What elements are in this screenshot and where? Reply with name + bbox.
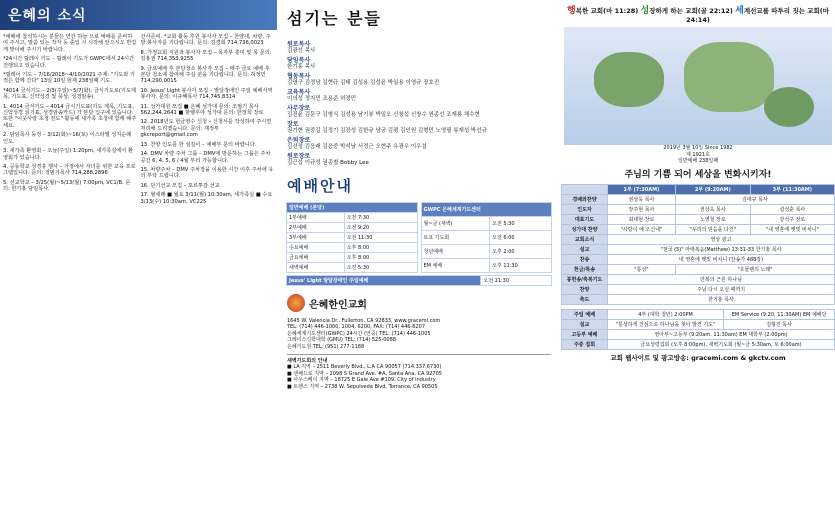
news-item: 4. 공동학교 성경휴 행사 – 가정에서 자녀를 위한 교육 프로그램입니다. 문의: 정범기목사 714,288,2896 [3, 163, 136, 177]
leader-names: 김선정 김응래 김응중 박석남 서정근 오현주 유광우 이우섭 [287, 144, 427, 150]
table-row [562, 204, 835, 214]
world-map-image [564, 27, 832, 145]
mission-line: ■ 토렌스 지역 – 2738 W. Sepulveda Blvd, Torrance, CA 90505 [287, 383, 438, 390]
row-label: 주중 집회 [562, 339, 608, 349]
news-item: *예배에 참석하시는 분들은 연간 하늘 으로 예배를 준비하여 주시고, 말씀 있는 작자 등 출입 시 시작해 앞으시오 반갑게 맞이해 주시기 바랍니다. [3, 34, 137, 53]
missions-block [287, 354, 551, 390]
worship-head: 일반예배 (본당) [287, 203, 418, 213]
table-row [562, 309, 835, 319]
table-row [287, 243, 418, 253]
news-banner: 은혜의 소식 [0, 0, 277, 30]
row-label: 주일 예배 [562, 309, 608, 319]
gwpc-table [421, 202, 553, 273]
address-block [283, 318, 555, 350]
row-cell: 설성훈 목사 [750, 204, 834, 214]
mission-line: ■ 사우스베이 지역 – 18725 E Gale Ave #109, City of Industry [287, 377, 436, 384]
news-item: 10. Jesus' Light 봉사자 모집 – 발달장애인 주일 예배사역 봉사자. 문의: 이규혜목사 714,745,8314 [140, 87, 273, 101]
service-time: 오전 6:00 [490, 231, 552, 245]
row-cell: 강석구 장로 [750, 214, 834, 224]
leader-names: 이의성 정지민 조용준 허정민 [287, 96, 357, 102]
row-cell: 금요성령집회 (오후 8:00pm), 새벽기도회 (월~금 5:30am, 토 6:00am) [608, 339, 835, 349]
leader-heading: 협동목사 [287, 73, 311, 80]
service-time: 오전 5:30 [344, 263, 417, 273]
row-label: 교회소식 [562, 234, 608, 244]
row-label: 찬양 [562, 284, 608, 294]
service-time: 오후 8:00 [344, 243, 417, 253]
leaders-list [283, 41, 555, 167]
service-name: 금요예배 [287, 253, 345, 263]
slogan-a: 행 [567, 6, 576, 16]
row-cell: "내 영혼에 햇빛 비치니" [750, 224, 834, 234]
news-item: 8. 가정교회 지원과 봉사자 모집 – 목자부 흥미 및 목 문의: 김홍권 714,353,9255 [140, 49, 272, 63]
service-time: 오후 2:00 [490, 245, 552, 259]
table-row [562, 234, 835, 244]
news-item: 15. 차량주차 – DMV 주차장을 이용한 시간 이후 주차에 유의 부탁 드립니다. [140, 166, 274, 180]
service-name: EM 예배 [421, 259, 490, 273]
table-row [562, 214, 835, 224]
row-cell: 노영철 장로 [675, 214, 750, 224]
service-time: 오전 5:30 [490, 217, 552, 231]
row-label: 고등부 예배 [562, 329, 608, 339]
page-bulletin [561, 0, 835, 507]
row-cell: 영아부~고등부 (9:20am, 11:30am) EM 대학부 (2:00pm) [608, 329, 835, 339]
service-name: 2부예배 [287, 223, 345, 233]
slogan-a-text: 복한 교회(마 11:28) [575, 7, 639, 15]
jesus-table [286, 275, 552, 286]
row-cell: "천국 (5)" 마태복음(Matthew) 13:31-33 한기홍 목사 [608, 244, 835, 254]
service-1-head: 1부 (7:30AM) [608, 184, 676, 194]
page-news [0, 0, 277, 507]
leader-heading: 원로목사 [287, 41, 311, 48]
news-item: 13. 찬양 인도를 한 섬김이 – 예배부 문의 바랍니다. [140, 141, 257, 148]
service-name: 수요예배 [287, 243, 345, 253]
row-label: 찬송 [562, 254, 608, 264]
leader-names: 김영구 김정남 김현규 김태 김성용 김성윤 박일용 이영규 장호진 [287, 80, 440, 86]
row-cell: 권상욱 목사 [608, 194, 676, 204]
table-row [287, 213, 418, 223]
row-cell: 영상 광고 [608, 234, 835, 244]
news-item: *24시간 릴레이 기도 – 릴레이 기도가 GWPC에서 24시간 진행되고 있습니다. [3, 56, 135, 69]
table-row [287, 223, 418, 233]
news-item: 간사준비. *교회 활동 후원 봉사자 모집 – 찬양대, 차량, 주방 봉사자를 기다립니다. 문의: 김경회 714,736,0023 [140, 34, 271, 47]
row-label: 경배와찬양 [562, 194, 608, 204]
leader-heading: 교육목사 [287, 89, 311, 96]
table-row [421, 259, 552, 273]
row-cell: 김형진 목사 [724, 319, 835, 329]
corner-cell [562, 184, 608, 194]
news-item: *4014 금식기도 – 2/3(주일)~5/7(화), 금식기도로(기도제목, 기도표, 신약성경 및 묵상, 성경암송) [3, 87, 136, 101]
news-item: 17. 혈세례 ■ 월요 3/11(월) 10:30am, 세가족실 ■ 수요 3/13(수) 10:30am, VC225 [140, 192, 273, 205]
table-row [287, 233, 418, 243]
table-row [562, 244, 835, 254]
leader-names: 김근섭 이규성 권종철 Bobby Lee [287, 160, 369, 166]
table-row [562, 194, 835, 204]
slogan-b-text: 장하게 하는 교회(골 22:12) [649, 7, 733, 15]
continent-shape [594, 52, 664, 107]
theme-title: 주님의 기쁨 되어 세상을 변화시키자! [624, 169, 772, 180]
row-label: 성가대 찬양 [562, 224, 608, 234]
leader-names: 한기홍 목사 [287, 64, 316, 70]
service-time: 오전 9:20 [344, 223, 417, 233]
table-row [562, 319, 835, 329]
slogan-c: 세 [735, 6, 744, 16]
service-time: 오후 11:30 [490, 259, 552, 273]
leader-names: 김진윤 김문구 김형식 김성용 남기봉 박일오 신창섭 신창수 원종선 조재룡 채수현 [287, 112, 480, 118]
row-label: 설교 [562, 244, 608, 254]
row-cell: "흐물렌의 노래" [675, 264, 834, 274]
row-label: 헌금/특송 [562, 264, 608, 274]
row-cell: "우리의 믿음을 다진" [675, 224, 750, 234]
church-name: 은혜한인교회 [309, 299, 367, 311]
row-label: 설교 [562, 319, 608, 329]
row-cell: 최대현 장로 [608, 214, 676, 224]
address-line: 은혜기도원 TEL: (951) 277-1188 [287, 343, 365, 350]
row-cell: 4부 (대학 청년) 2:00PM [608, 309, 724, 319]
worship-title: 예배안내 [287, 177, 353, 195]
service-2-head: 2부 (9:20AM) [675, 184, 750, 194]
row-cell: 주님 다시 오실 때까지 [608, 284, 835, 294]
continent-shape [684, 42, 774, 112]
missions-list [287, 364, 551, 390]
news-item: 16. 단기선교 모집 – 포르투갈 선교 [140, 182, 220, 189]
row-cell: 내 영혼에 햇빛 비치니 (찬송가 488장) [608, 254, 835, 264]
table-row [287, 253, 418, 263]
jesus-head: Jesus' Light 발달장애인 주일예배 [287, 276, 481, 286]
news-item: 3. 새가족 환영회 – 오늘(주일) 1:20pm, 새가족실에서 환영회가 있습니다. [3, 148, 133, 161]
row-cell: EM Service (9:20, 11:30AM) EM 예배당 [724, 309, 835, 319]
row-label: 축도 [562, 294, 608, 304]
table-row [562, 274, 835, 284]
worship-table [286, 202, 418, 273]
church-emblem-icon [287, 294, 305, 312]
leader-heading: 장로 [287, 121, 299, 128]
news-item: 5. 선교학교 – 3/25(월)~5/13(월) 7:00pm, VC1/B. 문의: 한기홍 담임목사. [3, 179, 131, 193]
slogan [561, 0, 835, 27]
leader-names: 권기현 권중길 김정기 김장성 김한규 남궁 김평 김인원 김형민 노영필 류재성 박선규 [287, 128, 487, 134]
service-name: 청년예배 [421, 245, 490, 259]
leader-heading: 담임목사 [287, 57, 311, 64]
row-label: 인도자 [562, 204, 608, 214]
table-row [421, 245, 552, 259]
date-text: 2019년 3월 10일 Since 1982 [663, 145, 733, 151]
news-columns [0, 30, 277, 212]
jesus-box [283, 273, 555, 288]
address-line: 그레이스신학대학 (GMU) TEL: (714) 525-0088 [287, 337, 396, 344]
table-row [421, 217, 552, 231]
service-name: 토요 기도회 [421, 231, 490, 245]
mission-line: ■ 샌페드로 지역 – 2098 S Grand Ave. #A, Santa Ana, CA 92705 [287, 370, 442, 377]
service-time: 오전 7:30 [344, 213, 417, 223]
news-col-1 [3, 34, 137, 208]
slogan-b: 성 [640, 6, 650, 16]
issue-day: 일반예배 238일째 [677, 158, 719, 164]
leader-heading: 사무장로 [287, 105, 311, 112]
news-col-2 [141, 34, 275, 208]
service-name: 3부예배 [287, 233, 345, 243]
worship-tables [283, 202, 555, 273]
website-footer: 교회 웹사이트 및 광고방송: gracemi.com & gkctv.com [610, 353, 786, 362]
table-row [562, 294, 835, 304]
leader-names: 김광선 목사 [287, 48, 316, 54]
row-cell: 권상욱 목사 [675, 204, 750, 214]
page-servants [283, 0, 555, 507]
row-cell: "사랑이 예 오신네" [608, 224, 676, 234]
row-cell: 김태규 목사 [675, 194, 834, 204]
dateline [561, 145, 835, 165]
sub-service-table [561, 309, 835, 350]
table-row [562, 284, 835, 294]
service-name: 새벽예배 [287, 263, 345, 273]
leader-heading: 은퇴장로 [287, 137, 311, 144]
service-time: 오후 8:00 [344, 253, 417, 263]
table-row [287, 263, 418, 273]
leader-heading: 원로장로 [287, 153, 311, 160]
table-row [562, 264, 835, 274]
news-item: 2. 담임목사 동정 – 3/12(화)~16(토) 이스라엘 성지순례 인도. [3, 132, 132, 145]
table-row [562, 339, 835, 349]
church-logo [283, 288, 555, 318]
table-row [562, 329, 835, 339]
news-item: 12. 2018년도 헌금영수 신청 – 신청서를 작성하여 주시면 처리해 드리겠습니다. 문의: 재정부 gkcreport@gmail.com [140, 119, 272, 139]
address-line: TEL: (714) 446-1000, 1004, 6200, FAX: (714) 446-6207 [287, 324, 426, 331]
row-cell: 만복의 근원 하나님 [608, 274, 835, 284]
missions-head: 새벽기도회의 안내 [287, 358, 328, 365]
row-cell: "통성하게 진심으로 하나님을 찾아 발견 기도" [608, 319, 724, 329]
row-cell: 장주현 목사 [608, 204, 676, 214]
table-row [421, 231, 552, 245]
service-3-head: 3부 (11:30AM) [750, 184, 834, 194]
news-item: 11. 성가대원 모집 ■ 은혜 성가대 문의: 조필기 목사 562,244,2641 ■ 할렐루야 성가대 문의: 한정희 장로 [140, 103, 264, 117]
address-line: 1645 W. Valencia Dr., Fullerton, CA 92833, www.gracemi.com [287, 318, 441, 324]
news-item: 14. DMV 차량 주차 그룹 – DMV에 방문하는 그룹은 주차 공간 6, 4, 5, 6 / 4월 부터 가능합니다. [140, 151, 271, 164]
row-label: 봉헌송/축복기도 [562, 274, 608, 284]
slogan-c-text: 계선교를 따투리 짓는 교회(마 24:14) [686, 7, 829, 24]
news-item: 1. 4014 금식기도 – 4014 금식기도표(기도 제목, 기도표, 신약성경 읽기표, 성경암송카드) 가 본당 입구에 있습니다. 또한 "이웃사랑 초청 전도" 활동에 새가족 초청에 함께 해주세요. [3, 103, 137, 129]
continent-shape [764, 87, 814, 127]
news-item: 9. 금요예배 후 본당청소 봉사자 모집 – 매주 금요 예배 후 본당 청소에 참여해 주실 분을 기다립니다. 문의: 허정민 714,290,0015 [140, 65, 270, 85]
issue-number: 제 1921호 [686, 151, 710, 158]
jesus-time: 오전 11:30 [481, 276, 552, 286]
address-line: 은혜세계기도센터(GWPC) 24시간 (연중) TEL: (714) 446-1005 [287, 330, 431, 337]
service-name: 월~금 (새벽) [421, 217, 490, 231]
table-row [562, 254, 835, 264]
row-cell: 한기홍 목사 [608, 294, 835, 304]
mission-line: ■ LA 지역 – 2511 Beverly Blvd., L.A CA 90057 (714.337.6730) [287, 364, 442, 371]
news-item: *릴레이 기도 – 7/16/2018~4/10/2021 주제: "기도와 기적은 함께 간다" 13일 10일 현재 238일째 기도. [3, 72, 135, 85]
table-row [562, 224, 835, 234]
gwpc-head: GWPC 은혜세계기도센터 [421, 203, 552, 217]
service-time: 오전 11:30 [344, 233, 417, 243]
row-label: 대표기도 [562, 214, 608, 224]
service-name: 1부예배 [287, 213, 345, 223]
service-table [561, 184, 835, 305]
servants-title: 섬기는 분들 [287, 9, 382, 28]
row-cell: "통성" [608, 264, 676, 274]
